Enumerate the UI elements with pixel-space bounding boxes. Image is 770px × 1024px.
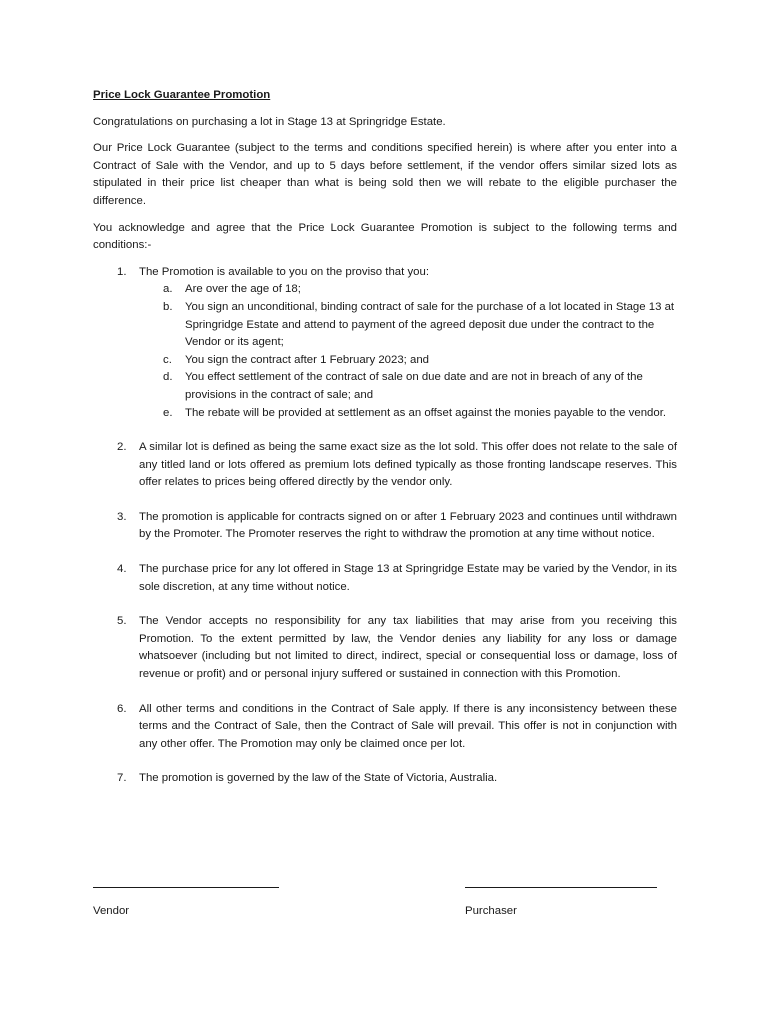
term-text: All other terms and conditions in the Contract of Sale apply. If there is any inconsistency between these terms and the Contract of Sale, then the Contract of Sale will prevail. This offer is not in conjunction with any other offer. The Promotion may only be claimed once per lot.	[139, 702, 677, 750]
sub-term-letter: a.	[163, 283, 173, 296]
sub-term-item	[139, 369, 677, 404]
term-item	[93, 264, 677, 422]
terms-list	[93, 264, 677, 788]
sub-term-text: You effect settlement of the contract of sale on due date and are not in breach of any of the provisions in the contract of sale; and	[185, 371, 643, 401]
sub-term-letter: b.	[163, 300, 173, 313]
term-text: The purchase price for any lot offered in Stage 13 at Springridge Estate may be varied by the Vendor, in its sole discretion, at any time without notice.	[139, 563, 677, 593]
sub-term-letter: e.	[163, 406, 173, 419]
document-page	[93, 87, 677, 805]
sub-term-letter: d.	[163, 371, 173, 384]
sub-term-text: Are over the age of 18;	[185, 283, 301, 296]
sub-term-text: The rebate will be provided at settlement as an offset against the monies payable to the vendor.	[185, 406, 667, 419]
term-number: 3.	[117, 510, 127, 523]
term-text: The promotion is governed by the law of the State of Victoria, Australia.	[139, 772, 498, 785]
term-number: 1.	[117, 265, 127, 278]
term-text: The Vendor accepts no responsibility for any tax liabilities that may arise from you receiving this Promotion. To the extent permitted by law, the Vendor denies any liability for any loss or damage whatsoever (including but not limited to direct, indirect, special or consequential loss or damage, loss of revenue or profit) and or personal injury suffered or sustained in connection with this Promotion.	[139, 615, 677, 681]
term-number: 6.	[117, 702, 127, 715]
purchaser-label: Purchaser	[465, 905, 517, 917]
signature-block	[93, 878, 677, 928]
vendor-label: Vendor	[93, 905, 130, 917]
intro-paragraph: Congratulations on purchasing a lot in Stage 13 at Springridge Estate.	[93, 115, 446, 128]
sub-term-text: You sign the contract after 1 February 2023; and	[185, 353, 430, 366]
sub-term-item	[139, 405, 677, 423]
term-item	[93, 439, 677, 492]
term-text: The promotion is applicable for contracts signed on or after 1 February 2023 and continues until withdrawn by the Promoter. The Promoter reserves the right to withdraw the promotion at any time without notice.	[139, 510, 677, 541]
vendor-signature-line[interactable]	[93, 878, 279, 888]
term-number: 7.	[117, 772, 127, 785]
term-item	[93, 613, 677, 683]
purchaser-signature	[465, 878, 657, 921]
sub-term-item	[139, 281, 677, 299]
sub-terms-list	[139, 281, 677, 422]
sub-term-letter: c.	[163, 353, 172, 366]
term-item	[93, 701, 677, 754]
term-item	[93, 770, 677, 788]
term-item	[93, 509, 677, 544]
term-number: 5.	[117, 615, 127, 628]
document-title: Price Lock Guarantee Promotion	[93, 89, 271, 101]
purchaser-signature-line[interactable]	[465, 878, 657, 888]
sub-term-item	[139, 352, 677, 370]
term-text: A similar lot is defined as being the same exact size as the lot sold. This offer does not relate to the sale of any titled land or lots offered as premium lots defined typically as those fronting landscape reserves. This offer relates to prices being offered directly by the vendor only.	[139, 441, 677, 489]
term-number: 2.	[117, 441, 127, 454]
sub-term-text: You sign an unconditional, binding contract of sale for the purchase of a lot located in Stage 13 at Springridge Estate and attend to payment of the agreed deposit due under the contract to the Vendor or its agent;	[185, 300, 675, 349]
sub-term-item	[139, 299, 677, 352]
term-item	[93, 561, 677, 596]
term-text: The Promotion is available to you on the proviso that you:	[139, 265, 429, 278]
description-paragraph: Our Price Lock Guarantee (subject to the terms and conditions specified herein) is where after you enter into a Contract of Sale with the Vendor, and up to 5 days before settlement, if the vendor offers similar sized lots as stipulated in their price list cheaper than what is being sold then we will rebate to the eligible purchaser the difference.	[93, 142, 677, 207]
acknowledgement-paragraph: You acknowledge and agree that the Price Lock Guarantee Promotion is subject to the following terms and conditions:-	[93, 221, 677, 252]
vendor-signature	[93, 878, 279, 921]
term-number: 4.	[117, 563, 127, 576]
